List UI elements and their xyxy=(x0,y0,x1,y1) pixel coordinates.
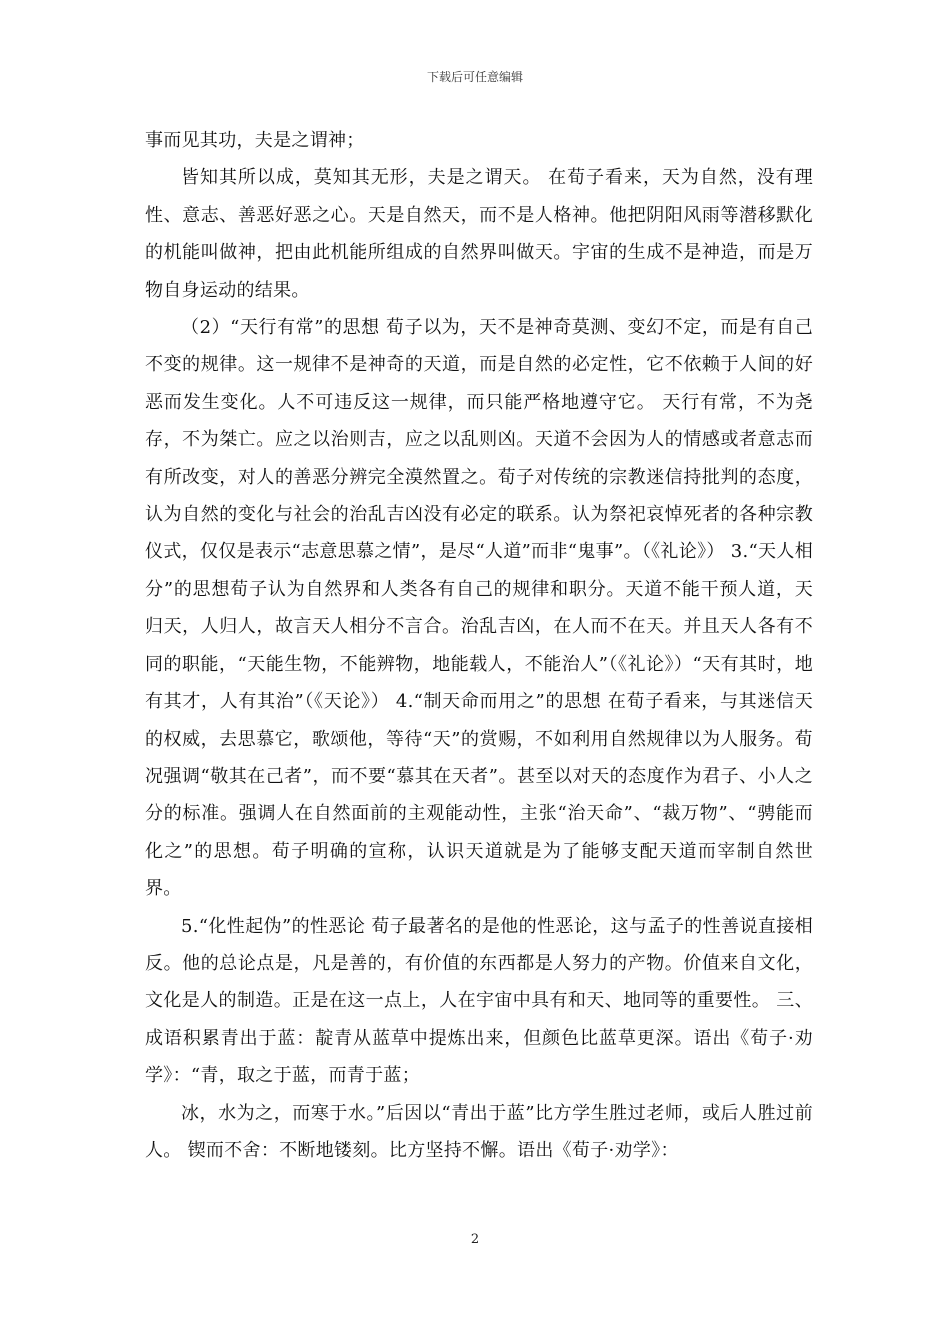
page-number: 2 xyxy=(470,1232,480,1247)
paragraph-5: 冰，水为之，而寒于水。”后因以“青出于蓝”比方学生胜过老师，或后人胜过前人。 锲而不舍：不断地镂刻。比方坚持不懈。语出《荀子·劝学》： xyxy=(145,1102,813,1161)
document-body xyxy=(145,122,813,1169)
paragraph-4: 5.“化性起伪”的性恶论 荀子最著名的是他的性恶论，这与孟子的性善说直接相反。他的总论点是，凡是善的，有价值的东西都是人努力的产物。价值来自文化，文化是人的制造。正是在这一点上，人在宇宙中具有和天、地同等的重要性。 三、成语积累青出于蓝：靛青从蓝草中提炼出来，但颜色比蓝草更深。语出《荀子·劝学》：“青，取之于蓝，而青于蓝； xyxy=(145,915,813,1087)
paragraph-1: 事而见其功，夫是之谓神； xyxy=(145,130,365,151)
page-header: 下载后可任意编辑 xyxy=(426,70,523,84)
paragraph-2: 皆知其所以成，莫知其无形，夫是之谓天。 在荀子看来，天为自然，没有理性、意志、善恶好恶之心。天是自然天，而不是人格神。他把阴阳风雨等潜移默化的机能叫做神，把由此机能所组成的自然界叫做天。宇宙的生成不是神造，而是万物自身运动的结果。 xyxy=(145,167,813,301)
paragraph-3: （2）“天行有常”的思想 荀子以为，天不是神奇莫测、变幻不定，而是有自己不变的规律。这一规律不是神奇的天道，而是自然的必定性，它不依赖于人间的好恶而发生变化。人不可违反这一规律，而只能严格地遵守它。 天行有常，不为尧存，不为桀亡。应之以治则吉，应之以乱则凶。天道不会因为人的情感或者意志而有所改变，对人的善恶分辨完全漠然置之。荀子对传统的宗教迷信持批判的态度，认为自然的变化与社会的治乱吉凶没有必定的联系。认为祭祀哀悼死者的各种宗教仪式，仅仅是表示“志意思慕之情”，是尽“人道”而非“鬼事”。（《礼论》） 3.“天人相分”的思想荀子认为自然界和人类各有自己的规律和职分。天道不能干预人道，天归天，人归人，故言天人相分不言合。治乱吉凶，在人而不在天。并且天人各有不同的职能，“天能生物，不能辨物，地能载人，不能治人”（《礼论》）“天有其时，地有其才，人有其治”（《天论》） 4.“制天命而用之”的思想 在荀子看来，与其迷信天的权威，去思慕它，歌颂他，等待“天”的赏赐，不如利用自然规律以为人服务。荀况强调“敬其在己者”，而不要“慕其在天者”。甚至以对天的态度作为君子、小人之分的标准。强调人在自然面前的主观能动性，主张“治天命”、“裁万物”、“骋能而化之”的思想。荀子明确的宣称，认识天道就是为了能够支配天道而宰制自然世界。 xyxy=(145,317,813,900)
